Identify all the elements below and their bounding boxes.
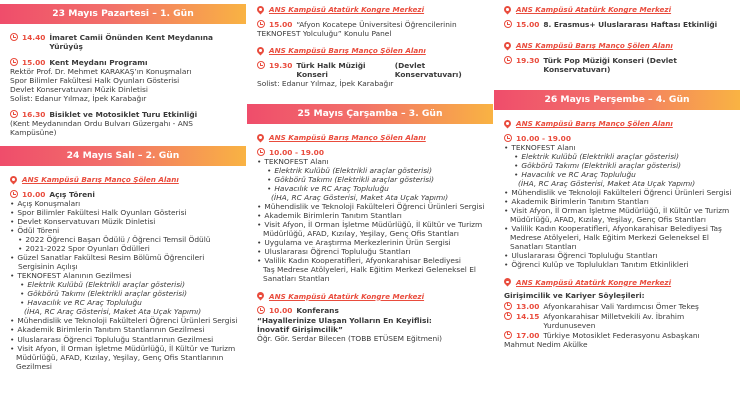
line: • Güzel Sanatlar Fakültesi Resim Bölümü Öğrencileri [10,253,240,262]
day3-event-1: 10.00 - 19.00 [257,148,487,157]
line: • Havacılık ve RC Araç Topluluğu [10,298,240,307]
line: • Spor Bilimler Fakültesi Halk Oyunları Gösterisi [10,208,240,217]
line: Spor Bilimler Fakültesi Halk Oyunları Gösterisi [10,76,180,86]
line: • TEKNOFEST Alanı [504,143,734,152]
venue-label: ANS Kampüsü Barış Manço Şölen Alanı [257,134,487,143]
venue-label: ANS Kampüsü Atatürk Kongre Merkezi [504,278,734,287]
clock-icon [257,306,265,314]
location-pin-icon [504,278,511,287]
line: • Elektrik Kulübü (Elektrikli araçlar gösterisi) [504,152,734,161]
line: • Valilik Kadın Kooperatifleri, Afyonkarahisar Belediyesi Taş [504,224,734,233]
location-pin-icon [257,6,264,15]
line: Müdürlüğü, AFAD, Kızılay, Yeşilay, Genç Ofis Stantlarının Gezilmesi [16,352,224,371]
line: • Elektrik Kulübü (Elektrikli araçlar gösterisi) [257,166,487,175]
line: Taş Medrese Atölyeleri, Halk Eğitim Merkezi Geleneksel El [263,265,476,275]
clock-icon [10,110,18,118]
line: Öğr. Gör. Serdar Bilecen (TOBB ETÜSEM Eğitmeni) [257,333,443,343]
line: Sergisinin Açılışı [18,262,78,272]
line: Müdürlüğü, AFAD, Kızılay, Yeşilay, Genç Ofis Stantları [263,229,459,239]
line: Rektör Prof. Dr. Mehmet KARAKAŞ’ın Konuşmaları [10,67,192,77]
location-pin-icon [504,120,511,129]
line: (İHA, RC Araç Gösterisi, Maket Ata Uçak Yapımı) [518,179,696,189]
line: • Visit Afyon, İl Orman İşletme Müdürlüğü, İl Kültür ve Turizm [257,220,487,229]
line: “Hayallerinize Ulaşan Yolların En Keyiflisi: [257,315,432,325]
talk-item: 17.00 Türkiye Motosiklet Federasyonu Asbaşkanı [504,331,734,340]
clock-icon [257,61,265,69]
column-1 [0,0,246,371]
line: • Akademik Birimlerin Tanıtım Stantları [504,197,734,206]
line: • 2021-2022 Spor Oyunları Ödülleri [10,244,240,253]
line: • TEKNOFEST Alanının Gezilmesi [10,271,240,280]
line: (Kent Meydanından Ordu Bulvarı Güzergahı - ANS Kampüsüne) [10,119,193,138]
clock-icon [504,56,512,64]
line: Devlet Konservatuvarı Müzik Dinletisi [10,85,148,95]
venue-label: ANS Kampüsü Barış Manço Şölen Alanı [504,120,734,129]
line: • 2022 Öğrenci Başarı Ödülü / Öğrenci Temsil Ödülü [10,235,240,244]
clock-icon [10,190,18,198]
line: • Açış Konuşmaları [10,199,240,208]
line: • Uluslararası Öğrenci Topluluğu Stantları [504,251,734,260]
clock-icon [504,20,512,28]
day2-events [10,176,240,371]
clock-icon [504,302,512,310]
line: (İHA, RC Araç Gösterisi, Maket Ata Uçak Yapımı) [24,307,202,317]
line: İnovatif Girişimcilik” [257,324,343,334]
clock-icon [257,20,265,28]
venue-label: ANS Kampüsü Atatürk Kongre Merkezi [504,6,734,15]
clock-icon [504,134,512,142]
venue-label: ANS Kampüsü Atatürk Kongre Merkezi [257,292,487,301]
line: • Gökbörü Takımı (Elektrikli araçlar gösterisi) [504,161,734,170]
talk-item: 13.00 Afyonkarahisar Vali Yardımcısı Ömer Tekeş [504,302,734,311]
line: Sanatları Stantları [263,274,330,284]
day3-event-2: 10.00 Konferans [257,306,487,315]
day1-event-2: 15.00 Kent Meydanı Programı [10,58,240,67]
line: • Mühendislik ve Teknoloji Fakülteleri Öğrenci Ürünleri Sergisi [504,188,734,197]
day3-header: 25 Mayıs Çarşamba – 3. Gün [247,104,493,124]
clock-icon [10,33,18,41]
venue-label: ANS Kampüsü Atatürk Kongre Merkezi [257,6,487,15]
clock-icon [10,58,18,66]
line: • Akademik Birimlerin Tanıtım Stantlarının Gezilmesi [10,325,240,334]
line: • Öğrenci Kulüp ve Toplulukları Tanıtım Etkinlikleri [504,260,734,269]
line: • Elektrik Kulübü (Elektrikli araçlar gösterisi) [10,280,240,289]
line: • Valilik Kadın Kooperatifleri, Afyonkarahisar Belediyesi [257,256,487,265]
day4-event-1: 10.00 - 19.00 [504,134,734,143]
location-pin-icon [504,6,511,15]
location-pin-icon [504,42,511,51]
day1-header: 23 Mayıs Pazartesi – 1. Gün [0,4,246,24]
line: Mahmut Nedim Akülke [504,339,588,349]
venue-label: ANS Kampüsü Barış Manço Şölen Alanı [257,47,487,56]
location-pin-icon [257,134,264,143]
location-pin-icon [10,176,17,185]
col3-event-2: 19.30 Türk Pop Müziği Konseri (Devlet Konservatuvarı) [504,56,734,74]
line: • Mühendislik ve Teknoloji Fakülteleri Öğrenci Ürünleri Sergisi [257,202,487,211]
line: • Uluslararası Öğrenci Topluluğu Stantlarının Gezilmesi [10,335,240,344]
line: Sanatları Stantları [510,242,577,252]
col3-event-1: 15.00 8. Erasmus+ Uluslararası Haftası Etkinliği [504,20,734,29]
line: • Uygulama ve Araştırma Merkezlerinin Ürün Sergisi [257,238,487,247]
col3-top-events [504,6,734,74]
venue-label: ANS Kampüsü Barış Manço Şölen Alanı [504,42,734,51]
day4-events [504,120,734,349]
col2-event-2: 19.30 Türk Halk Müziği Konseri (Devlet Konservatuvarı) [257,61,487,79]
line: (İHA, RC Araç Gösterisi, Maket Ata Uçak Yapımı) [271,193,449,203]
line: • Devlet Konservatuvarı Müzik Dinletisi [10,217,240,226]
line: Solist: Edanur Yılmaz, İpek Karabağır [10,94,147,104]
day2-header: 24 Mayıs Salı – 2. Gün [0,146,246,166]
line: TEKNOFEST Yolculuğu” Konulu Panel [257,29,392,39]
location-pin-icon [257,47,264,56]
line: • Mühendislik ve Teknoloji Fakülteleri Öğrenci Ürünleri Sergisi [10,316,240,325]
line: • Ödül Töreni [10,226,240,235]
line: Müdürlüğü, AFAD, Kızılay, Yeşilay, Genç Ofis Stantları [510,215,706,225]
panel-title: Girişimcilik ve Kariyer Söyleşileri: [504,291,645,301]
location-pin-icon [257,292,264,301]
day1-event-3: 16.30 Bisiklet ve Motosiklet Turu Etkinliği [10,110,240,119]
day4-header: 26 Mayıs Perşembe – 4. Gün [494,90,740,110]
col2-event-1: 15.00 “Afyon Kocatepe Üniversitesi Öğrencilerinin [257,20,487,29]
line: • Gökbörü Takımı (Elektrikli araçlar gösterisi) [257,175,487,184]
day1-events [10,30,240,137]
line: • Visit Afyon, İl Orman İşletme Müdürlüğü, İl Kültür ve Turizm [504,206,734,215]
col2-top-events [257,6,487,88]
day1-event-1: 14.40 İmaret Camii Önünden Kent Meydanına Yürüyüş [10,33,240,51]
talk-item: 14.15 Afyonkarahisar Milletvekili Av. İbrahim Yurdunuseven [504,312,734,330]
day3-events [257,134,487,343]
line: Medrese Atölyeleri, Halk Eğitim Merkezi Geleneksel El [510,233,709,243]
line: • Uluslararası Öğrenci Topluluğu Stantları [257,247,487,256]
line: • Akademik Birimlerin Tanıtım Stantları [257,211,487,220]
line: • Havacılık ve RC Araç Topluluğu [504,170,734,179]
line: • Visit Afyon, İl Orman İşletme Müdürlüğü, İl Kültür ve Turizm [10,344,240,353]
venue-label: ANS Kampüsü Barış Manço Şölen Alanı [10,176,240,185]
clock-icon [504,331,512,339]
line: • Havacılık ve RC Araç Topluluğu [257,184,487,193]
line: • Gökbörü Takımı (Elektrikli araçlar gösterisi) [10,289,240,298]
clock-icon [504,312,512,320]
clock-icon [257,148,265,156]
line: Solist: Edanur Yılmaz, İpek Karabağır [257,79,394,89]
day2-event-1: 10.00 Açış Töreni [10,190,240,199]
line: • TEKNOFEST Alanı [257,157,487,166]
